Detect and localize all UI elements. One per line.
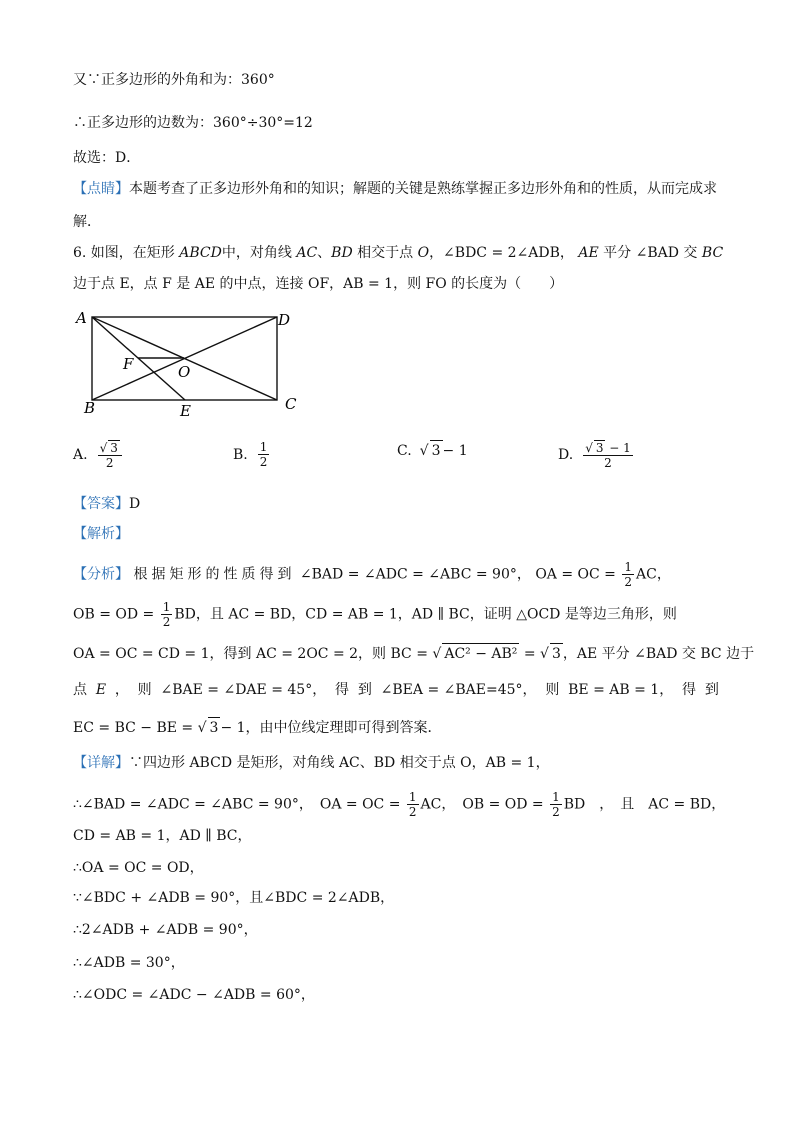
radicand: 3: [110, 441, 118, 455]
denominator: 2: [105, 456, 114, 470]
label-d: D: [278, 311, 291, 329]
text-line: [73, 179, 717, 199]
detail-text: ∴∠BAD = ∠ADC = ∠ABC = 90°， OA = OC =: [73, 796, 401, 813]
analysis-word: ∠BEA = ∠BAE=45°，: [380, 682, 537, 698]
q-text: 中，对角线: [221, 245, 292, 261]
q-math: AC: [296, 245, 318, 261]
answer-line: [73, 494, 140, 514]
analysis-word: 得: [682, 682, 697, 698]
label-o: O: [178, 363, 191, 381]
fraction: $\frac{√ 3 - 1}{2}$: [585, 441, 631, 470]
question-line: [73, 243, 723, 263]
analysis-text: BD，且 AC = BD，CD = AB = 1，AD ∥ BC，证明 △OCD 是等边三角形，则: [174, 606, 677, 623]
option-b[interactable]: [233, 440, 271, 469]
analysis-word: 到: [704, 682, 719, 698]
detail-text: ∵四边形 ABCD 是矩形，对角线 AC、BD 相交于点 O，AB = 1，: [129, 755, 550, 771]
analysis-text: =: [523, 646, 536, 662]
analysis-tag: 【解析】: [73, 526, 129, 542]
detail-line: ∴2∠ADB + ∠ADB = 90°，: [73, 922, 258, 938]
analysis-line: EC = BC − BE = √ 3 − 1，由中位线定理即可得到答案．: [73, 717, 442, 738]
option-rest: − 1: [442, 442, 468, 459]
radicand: 3: [430, 440, 443, 461]
option-d[interactable]: [558, 440, 635, 470]
radicand: 3: [208, 717, 221, 738]
text-line: 解．: [73, 214, 101, 230]
detail-line: ∴OA = OC = OD，: [73, 860, 204, 876]
detail-line: ∴∠BAD = ∠ADC = ∠ABC = 90°， OA = OC = $\frac{1}{2}$ AC， OB = OD = $\frac{1}{2}$ BD ， 且 AC = BD，: [73, 790, 726, 819]
analysis-word: BE = AB = 1，: [568, 682, 674, 698]
rectangle-figure: [70, 305, 310, 420]
denominator: 2: [259, 455, 268, 469]
analysis-text: − 1，由中位线定理即可得到答案．: [220, 720, 442, 736]
q-math: O: [417, 245, 430, 261]
numerator-rest: − 1: [605, 441, 631, 455]
option-c[interactable]: C. √ 3 − 1: [397, 440, 468, 461]
detail-text: AC， OB = OD =: [420, 796, 544, 813]
analysis-word: 则: [545, 682, 560, 698]
analysis-word: ，: [114, 682, 129, 698]
analysis-text: 根据矩形的性质得到: [133, 566, 296, 583]
q-text: ，∠BDC = 2∠ADB，: [429, 245, 574, 261]
option-label: B.: [233, 446, 248, 463]
detail-line: CD = AB = 1，AD ∥ BC，: [73, 828, 252, 844]
tip-tag: 【点睛】: [73, 181, 129, 197]
analysis-line: 【分析】 根据矩形的性质得到 ∠BAD = ∠ADC = ∠ABC = 90°， OA = OC = $\frac{1}{2}$ AC，: [73, 560, 671, 589]
text-line: 又∵正多边形的外角和为：360°: [73, 72, 275, 88]
q-text: 6. 如图，在矩形: [73, 245, 175, 261]
fraction: [258, 440, 270, 469]
tip-text: 本题考查了正多边形外角和的知识；解题的关键是熟练掌握正多边形外角和的性质，从而完成求: [129, 181, 717, 197]
analysis-word: 得: [335, 682, 350, 698]
q-text: 相交于点: [357, 245, 414, 261]
q-math: ABCD: [179, 245, 222, 261]
analysis-line: [73, 680, 719, 700]
detail-line: [73, 753, 550, 773]
radicand: AC² − AB²: [442, 643, 519, 664]
analysis-heading: [73, 524, 129, 544]
analysis-word: ∠BAE = ∠DAE = 45°，: [160, 682, 327, 698]
analysis-line: OB = OD = $\frac{1}{2}$ BD，且 AC = BD，CD = AB = 1，AD ∥ BC，证明 △OCD 是等边三角形，则: [73, 600, 677, 629]
answer-value: D: [129, 496, 141, 512]
q-math: AE: [578, 245, 599, 261]
q-text: 、: [317, 245, 332, 261]
numerator: 1: [259, 440, 268, 454]
label-a: A: [76, 309, 87, 327]
option-label: A.: [73, 447, 88, 463]
analysis-eq: OB = OD =: [73, 606, 155, 623]
detail-text: BD ， 且 AC = BD，: [563, 796, 726, 813]
detail-line: ∴∠ADB = 30°，: [73, 955, 185, 971]
q-math: BC: [701, 245, 724, 261]
denominator: 2: [604, 456, 612, 470]
label-e: E: [180, 402, 191, 420]
analysis-word: 到: [357, 682, 372, 698]
label-b: B: [84, 399, 96, 417]
text-line: 故选：D．: [73, 150, 141, 166]
q-math: BD: [331, 245, 353, 261]
analysis-text: EC = BC − BE =: [73, 720, 194, 736]
analysis-text: OA = OC = CD = 1，得到 AC = 2OC = 2，则 BC =: [73, 646, 428, 662]
q-text: 平分 ∠BAD 交: [603, 245, 698, 261]
analysis-text: ，AE 平分 ∠BAD 交 BC 边于: [562, 646, 755, 662]
analysis-line: OA = OC = CD = 1，得到 AC = 2OC = 2，则 BC = √ AC² − AB² = √ 3 ，AE 平分 ∠BAD 交 BC 边于: [73, 643, 754, 664]
question-line: 边于点 E，点 F 是 AE 的中点，连接 OF，AB = 1，则 FO 的长度为（ ）: [73, 276, 564, 292]
fraction: $\frac{√ 3}{2}$: [98, 440, 122, 470]
analysis-word: 点: [73, 682, 87, 698]
analysis-eq: OA = OC =: [535, 566, 616, 583]
text-line: ∴正多边形的边数为：360°÷30°=12: [73, 115, 313, 131]
option-a[interactable]: [73, 440, 124, 470]
label-c: C: [285, 395, 297, 413]
label-f: F: [123, 355, 134, 373]
answer-tag: 【答案】: [73, 496, 129, 512]
option-label: D.: [558, 447, 574, 463]
detail-line: ∴∠ODC = ∠ADC − ∠ADB = 60°，: [73, 987, 315, 1003]
radicand: 3: [595, 441, 604, 455]
analysis-eq: AC，: [636, 566, 671, 583]
analysis-sub-tag: 【分析】: [73, 566, 129, 583]
detail-line: ∵∠BDC + ∠ADB = 90°，且∠BDC = 2∠ADB，: [73, 890, 395, 906]
option-label: C.: [397, 442, 412, 459]
analysis-eq: ∠BAD = ∠ADC = ∠ABC = 90°，: [299, 566, 531, 583]
analysis-word: 则: [137, 682, 152, 698]
radicand: 3: [550, 643, 563, 664]
analysis-word: E: [95, 682, 107, 698]
detail-tag: 【详解】: [73, 755, 129, 771]
